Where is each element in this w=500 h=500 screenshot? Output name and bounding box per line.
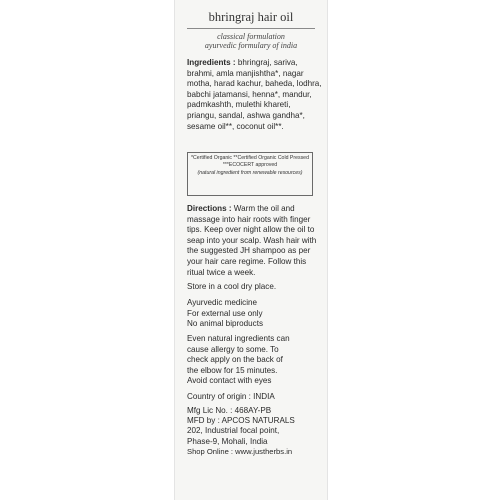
ingredients-line: brahmi, amla manjishtha*, nagar: [187, 68, 304, 78]
product-title: bhringraj hair oil: [208, 10, 294, 24]
ingredients-section: [187, 58, 322, 132]
certification-box: [187, 152, 313, 196]
directions-section: [187, 204, 315, 278]
manufacturer-line: Shop Online : www.justherbs.in: [187, 447, 293, 456]
manufacturer-line: Mfg Lic No. : 468AY-PB: [187, 406, 272, 415]
directions-line: your hair care regime. Follow this: [187, 256, 307, 266]
usage-notes: [187, 298, 315, 330]
manufacturer-line: MFD by : APCOS NATURALS: [187, 416, 295, 426]
allergy-line: Avoid contact with eyes: [187, 376, 272, 386]
subtitle-line-1: classical formulation: [217, 32, 285, 41]
ingredients-label: Ingredients :: [187, 58, 236, 67]
usage-note: For external use only: [187, 308, 263, 318]
allergy-line: check apply on the back of: [187, 355, 283, 365]
allergy-line: cause allergy to some. To: [187, 344, 279, 354]
allergy-warning: [187, 334, 315, 387]
ingredients-line: bhringraj, sariva,: [237, 58, 298, 67]
manufacturer-line: Phase-9, Mohali, India: [187, 436, 268, 446]
usage-note: Ayurvedic medicine: [187, 298, 258, 307]
allergy-line: Even natural ingredients can: [187, 334, 290, 343]
usage-note: No animal biproducts: [187, 319, 264, 329]
ingredients-line: priangu, sandal, ashwa gandha*,: [187, 110, 305, 120]
storage-text: Store in a cool dry place.: [187, 282, 277, 291]
country-of-origin: Country of origin : INDIA: [187, 392, 275, 401]
certification-line: *Certified Organic **Certified Organic Cold Pressed: [191, 155, 309, 161]
ingredients-line: sesame oil**, coconut oil**.: [187, 121, 284, 131]
ingredients-line: padmkashth, mulethi khareti,: [187, 100, 291, 110]
certification-line: (natural ingredient from renewable resources): [197, 169, 303, 176]
allergy-line: the elbow for 15 minutes.: [187, 365, 278, 375]
directions-line: Warm the oil and: [233, 204, 295, 213]
manufacturer-info: [187, 406, 315, 447]
ingredients-line: babchi jatamansi, henna*, mandur,: [187, 89, 312, 99]
ingredients-line: motha, harad kachur, baheda, lodhra,: [187, 79, 322, 89]
manufacturer-line: 202, Industrial focal point,: [187, 426, 280, 436]
directions-line: tips. Keep over night allow the oil to: [187, 225, 315, 235]
directions-line: massage into hair roots with finger: [187, 214, 311, 224]
directions-label: Directions :: [187, 204, 232, 213]
title-divider: [187, 28, 315, 29]
directions-line: the suggested JH shampoo as per: [187, 246, 311, 256]
directions-line: ritual twice a week.: [187, 267, 256, 277]
product-label: [175, 0, 327, 500]
directions-line: seap into your scalp. Wash hair with: [187, 235, 317, 245]
certification-line: ***ECOCERT approved: [222, 162, 278, 169]
subtitle-line-2: ayurvedic formulary of india: [204, 41, 298, 50]
